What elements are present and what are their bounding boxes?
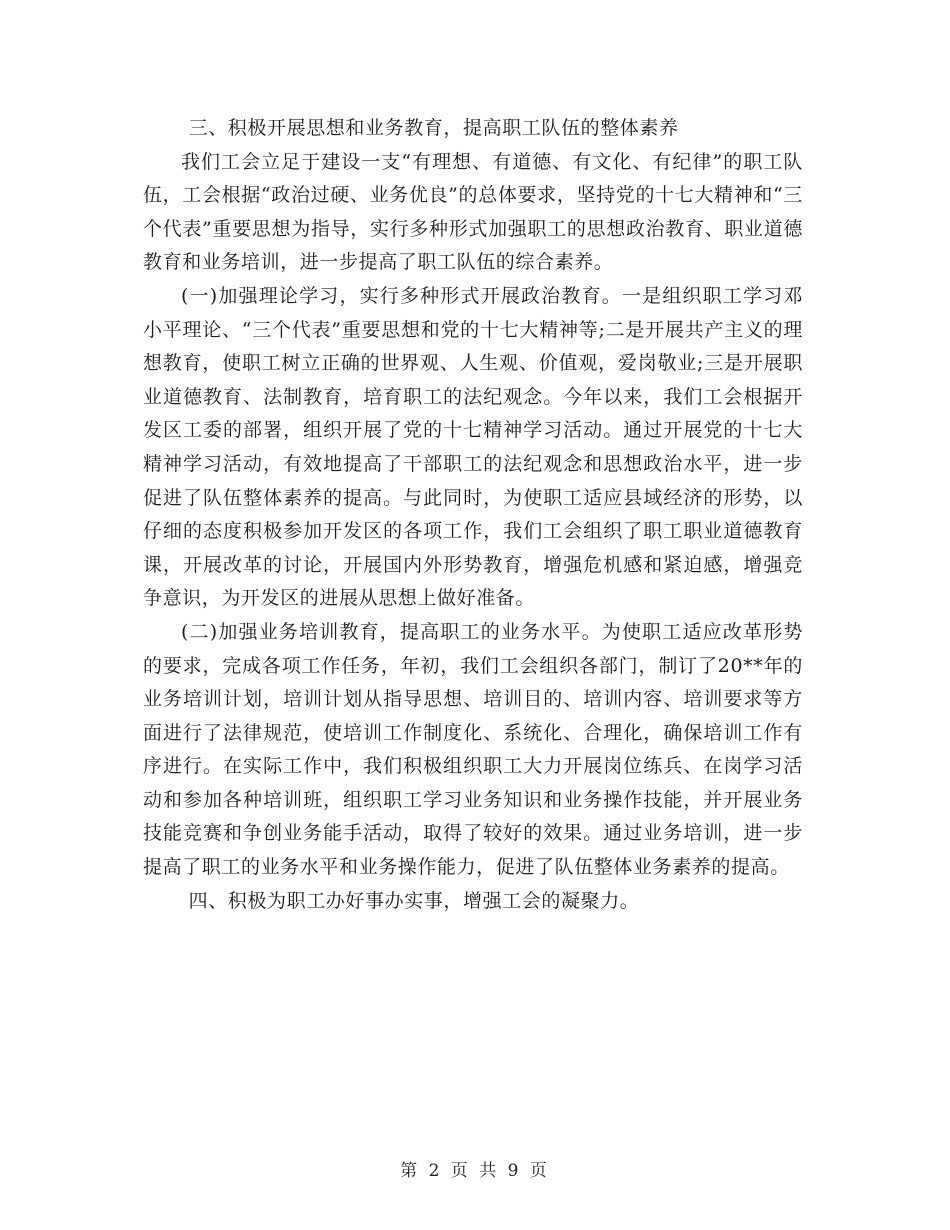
paragraph-intro: 我们工会立足于建设一支“有理想、有道德、有文化、有纪律”的职工队伍，工会根据“政治过硬、业务优良”的总体要求，坚持党的十七大精神和“三个代表”重要思想为指导，实行多种形式加强职工的思想政治教育、职业道德教育和业务培训，进一步提高了职工队伍的综合素养。 xyxy=(143,150,803,274)
paragraph-business-training: (二)加强业务培训教育，提高职工的业务水平。为使职工适应改革形势的要求，完成各项工作任务，年初，我们工会组织各部门，制订了20**年的业务培训计划，培训计划从指导思想、培训目的、培训内容、培训要求等方面进行了法律规范，使培训工作制度化、系统化、合理化，确保培训工作有序进行。在实际工作中，我们积极组织职工大力开展岗位练兵、在岗学习活动和参加各种培训班，组织职工学习业务知识和业务操作技能，并开展业务技能竞赛和争创业务能手活动，取得了较好的效果。通过业务培训，进一步提高了职工的业务水平和业务操作能力，促进了队伍整体业务素养的提高。 xyxy=(143,620,803,879)
page-footer: 第 2 页 共 9 页 xyxy=(400,1161,550,1181)
paragraph-theory-study: (一)加强理论学习，实行多种形式开展政治教育。一是组织职工学习邓小平理论、“三个代表”重要思想和党的十七大精神等;二是开展共产主义的理想教育，使职工树立正确的世界观、人生观、价值观，爱岗敬业;三是开展职业道德教育、法制教育，培育职工的法纪观念。今年以来，我们工会根据开发区工委的部署，组织开展了党的十七精神学习活动。通过开展党的十七大精神学习活动，有效地提高了干部职工的法纪观念和思想政治水平，进一步促进了队伍整体素养的提高。与此同时，为使职工适应县域经济的形势，以仔细的态度积极参加开发区的各项工作，我们工会组织了职工职业道德教育课，开展改革的讨论，开展国内外形势教育，增强危机感和紧迫感，增强竞争意识，为开发区的进展从思想上做好准备。 xyxy=(143,284,803,610)
section-heading-3: 三、积极开展思想和业务教育，提高职工队伍的整体素养 xyxy=(188,117,679,139)
document-body xyxy=(143,112,803,918)
section-heading-4: 四、积极为职工办好事办实事，增强工会的凝聚力。 xyxy=(188,889,640,912)
